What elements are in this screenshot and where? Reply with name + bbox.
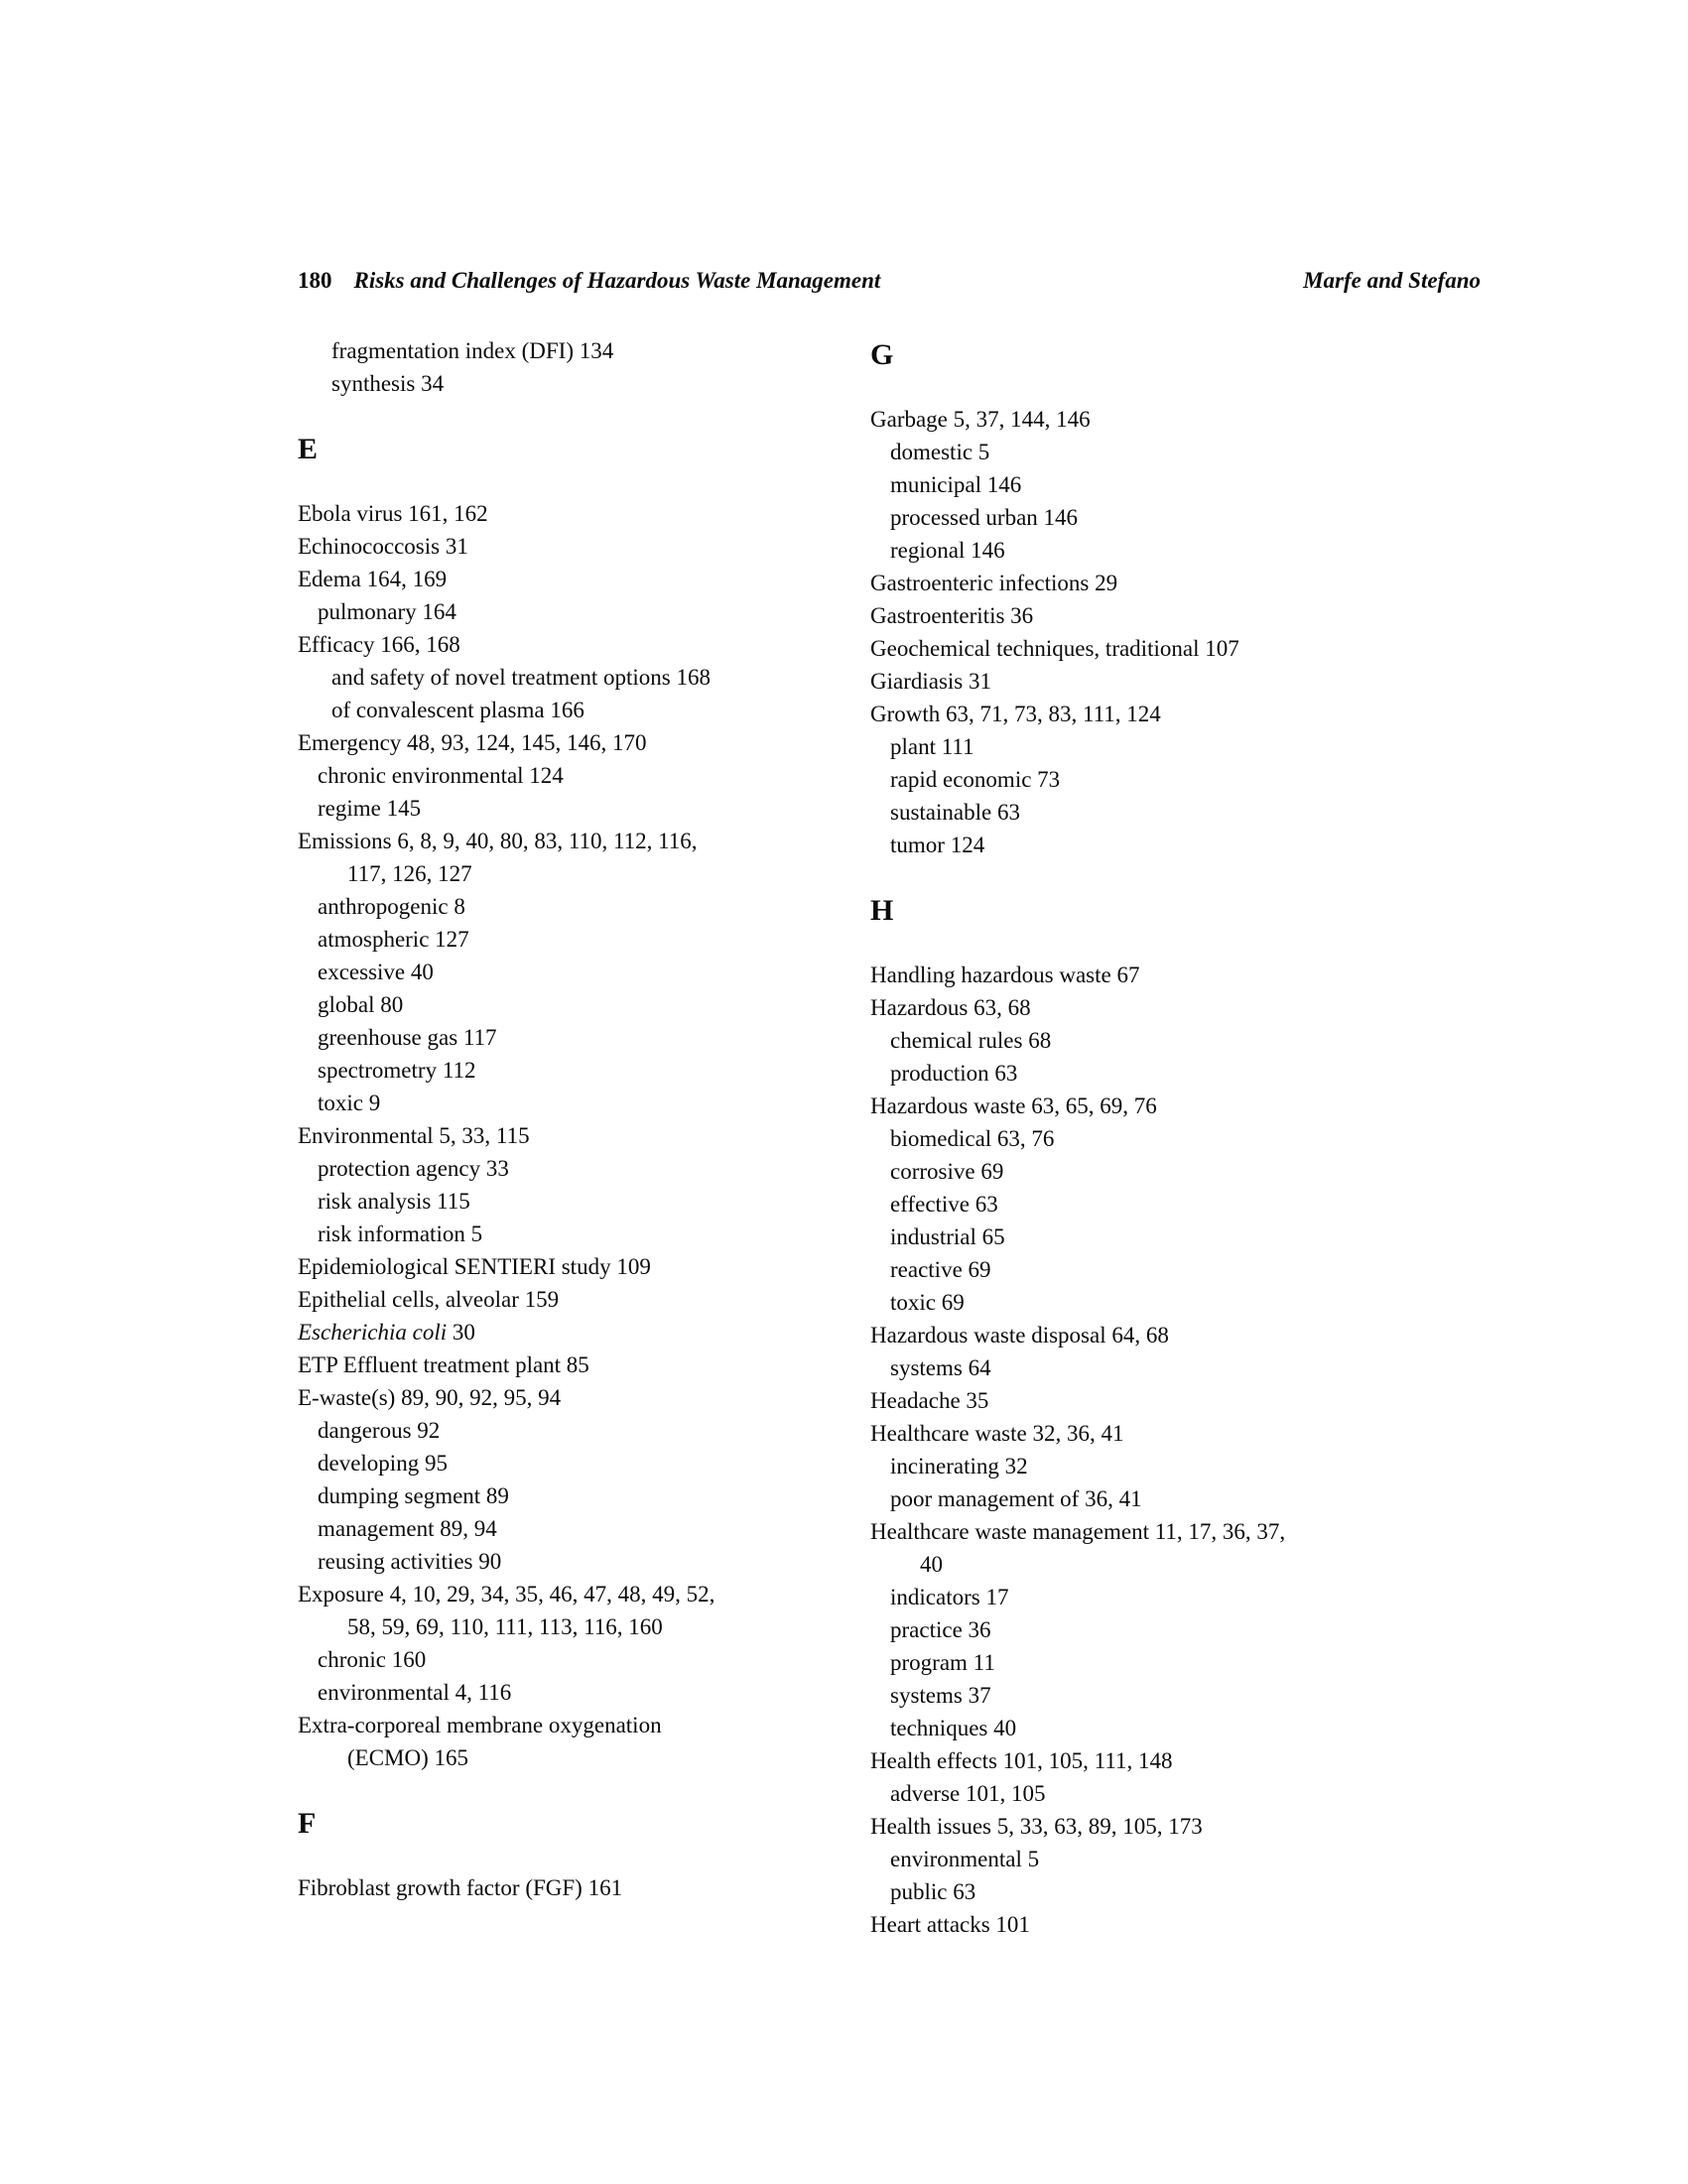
index-entry: municipal 146: [890, 472, 1022, 497]
index-entry: reusing activities 90: [318, 1549, 502, 1574]
index-entry: Gastroenteric infections 29: [870, 571, 1118, 595]
index-entry: toxic 69: [890, 1290, 965, 1315]
index-entry: chronic environmental 124: [318, 763, 564, 788]
index-entry: Giardiasis 31: [870, 669, 992, 694]
index-entry: tumor 124: [890, 833, 985, 857]
index-entry: anthropogenic 8: [318, 894, 465, 919]
index-entry: plant 111: [890, 734, 974, 759]
index-entry: processed urban 146: [890, 505, 1079, 530]
index-entry: Hazardous 63, 68: [870, 995, 1031, 1020]
index-entry: poor management of 36, 41: [890, 1486, 1142, 1511]
index-entry: pulmonary 164: [318, 599, 456, 624]
index-entry: incinerating 32: [890, 1454, 1028, 1478]
page-number: 180: [298, 268, 332, 293]
index-entry: techniques 40: [890, 1716, 1017, 1740]
index-entry: Handling hazardous waste 67: [870, 963, 1140, 987]
index-entry: ETP Effluent treatment plant 85: [298, 1352, 589, 1377]
index-entry: of convalescent plasma 166: [331, 698, 584, 722]
index-entry: Edema 164, 169: [298, 567, 448, 591]
index-entry: Emergency 48, 93, 124, 145, 146, 170: [298, 730, 647, 755]
index-entry: chemical rules 68: [890, 1028, 1052, 1053]
index-entry: dangerous 92: [318, 1418, 441, 1443]
book-title: Risks and Challenges of Hazardous Waste Management: [353, 268, 881, 293]
index-entry: practice 36: [890, 1617, 991, 1642]
index-entry: and safety of novel treatment options 168: [331, 665, 711, 690]
index-entry: Exposure 4, 10, 29, 34, 35, 46, 47, 48, 49, 52,: [298, 1582, 715, 1606]
index-entry: Echinococcosis 31: [298, 534, 468, 559]
index-entry: toxic 9: [318, 1091, 381, 1115]
index-entry: Garbage 5, 37, 144, 146: [870, 407, 1091, 432]
index-entry: Efficacy 166, 168: [298, 632, 460, 657]
index-entry: regime 145: [318, 796, 422, 821]
header-left: [298, 266, 880, 296]
left-column: [298, 334, 859, 1904]
section-letter-E: E: [298, 433, 319, 465]
index-entry: Escherichia coli 30: [298, 1320, 475, 1345]
index-entry: Growth 63, 71, 73, 83, 111, 124: [870, 702, 1161, 726]
section-letter-H: H: [870, 894, 894, 927]
index-entry: Gastroenteritis 36: [870, 603, 1034, 628]
index-entry: sustainable 63: [890, 800, 1020, 825]
index-entry: Healthcare waste management 11, 17, 36, 37,: [870, 1519, 1286, 1544]
index-entry: Epidemiological SENTIERI study 109: [298, 1254, 651, 1279]
index-entry: Fibroblast growth factor (FGF) 161: [298, 1875, 623, 1900]
index-entry: Health effects 101, 105, 111, 148: [870, 1748, 1173, 1773]
index-entry: spectrometry 112: [318, 1058, 476, 1083]
right-column: [870, 335, 1505, 1941]
index-entry: Hazardous waste disposal 64, 68: [870, 1323, 1169, 1348]
index-entry: environmental 4, 116: [318, 1680, 512, 1705]
index-entry: dumping segment 89: [318, 1483, 509, 1508]
index-entry: chronic 160: [318, 1647, 427, 1672]
index-entry: management 89, 94: [318, 1516, 497, 1541]
index-entry: excessive 40: [318, 960, 434, 984]
index-entry: Emissions 6, 8, 9, 40, 80, 83, 110, 112, 116,: [298, 829, 698, 853]
index-entry: domestic 5: [890, 440, 990, 464]
index-entry: corrosive 69: [890, 1159, 1004, 1184]
index-entry: risk analysis 115: [318, 1189, 470, 1214]
index-entry: E-waste(s) 89, 90, 92, 95, 94: [298, 1385, 562, 1410]
index-entry: greenhouse gas 117: [318, 1025, 497, 1050]
index-entry: Hazardous waste 63, 65, 69, 76: [870, 1093, 1157, 1118]
index-entry: industrial 65: [890, 1224, 1005, 1249]
index-entry: Geochemical techniques, traditional 107: [870, 636, 1239, 661]
index-entry: 117, 126, 127: [347, 861, 472, 886]
index-entry: atmospheric 127: [318, 927, 469, 952]
index-entry: production 63: [890, 1061, 1018, 1086]
index-entry: (ECMO) 165: [347, 1745, 469, 1770]
index-entry: systems 37: [890, 1683, 991, 1708]
index-entry: Extra-corporeal membrane oxygenation: [298, 1713, 662, 1737]
index-entry: protection agency 33: [318, 1156, 509, 1181]
index-entry: Health issues 5, 33, 63, 89, 105, 173: [870, 1814, 1203, 1839]
index-entry: fragmentation index (DFI) 134: [331, 338, 614, 363]
section-letter-F: F: [298, 1807, 317, 1840]
index-entry: global 80: [318, 992, 404, 1017]
index-entry: Environmental 5, 33, 115: [298, 1123, 530, 1148]
index-entry: risk information 5: [318, 1221, 483, 1246]
index-entry: environmental 5: [890, 1847, 1040, 1871]
index-entry: public 63: [890, 1879, 976, 1904]
index-entry: synthesis 34: [331, 371, 445, 396]
index-entry: Headache 35: [870, 1388, 989, 1413]
index-entry: rapid economic 73: [890, 767, 1061, 792]
index-entry: 40: [920, 1552, 943, 1577]
page-header: [298, 266, 1481, 296]
section-letter-G: G: [870, 338, 894, 371]
index-entry: Epithelial cells, alveolar 159: [298, 1287, 560, 1312]
index-entry: indicators 17: [890, 1585, 1009, 1609]
index-entry: regional 146: [890, 538, 1005, 563]
header-authors: Marfe and Stefano: [1303, 268, 1481, 293]
index-entry: adverse 101, 105: [890, 1781, 1046, 1806]
index-entry: Ebola virus 161, 162: [298, 501, 488, 526]
index-entry: Healthcare waste 32, 36, 41: [870, 1421, 1124, 1446]
index-entry: program 11: [890, 1650, 995, 1675]
index-entry: developing 95: [318, 1451, 448, 1476]
index-entry: systems 64: [890, 1355, 991, 1380]
index-entry: Heart attacks 101: [870, 1912, 1030, 1937]
index-entry: 58, 59, 69, 110, 111, 113, 116, 160: [347, 1614, 663, 1639]
index-entry: reactive 69: [890, 1257, 991, 1282]
index-entry: biomedical 63, 76: [890, 1126, 1055, 1151]
index-entry: effective 63: [890, 1192, 998, 1217]
